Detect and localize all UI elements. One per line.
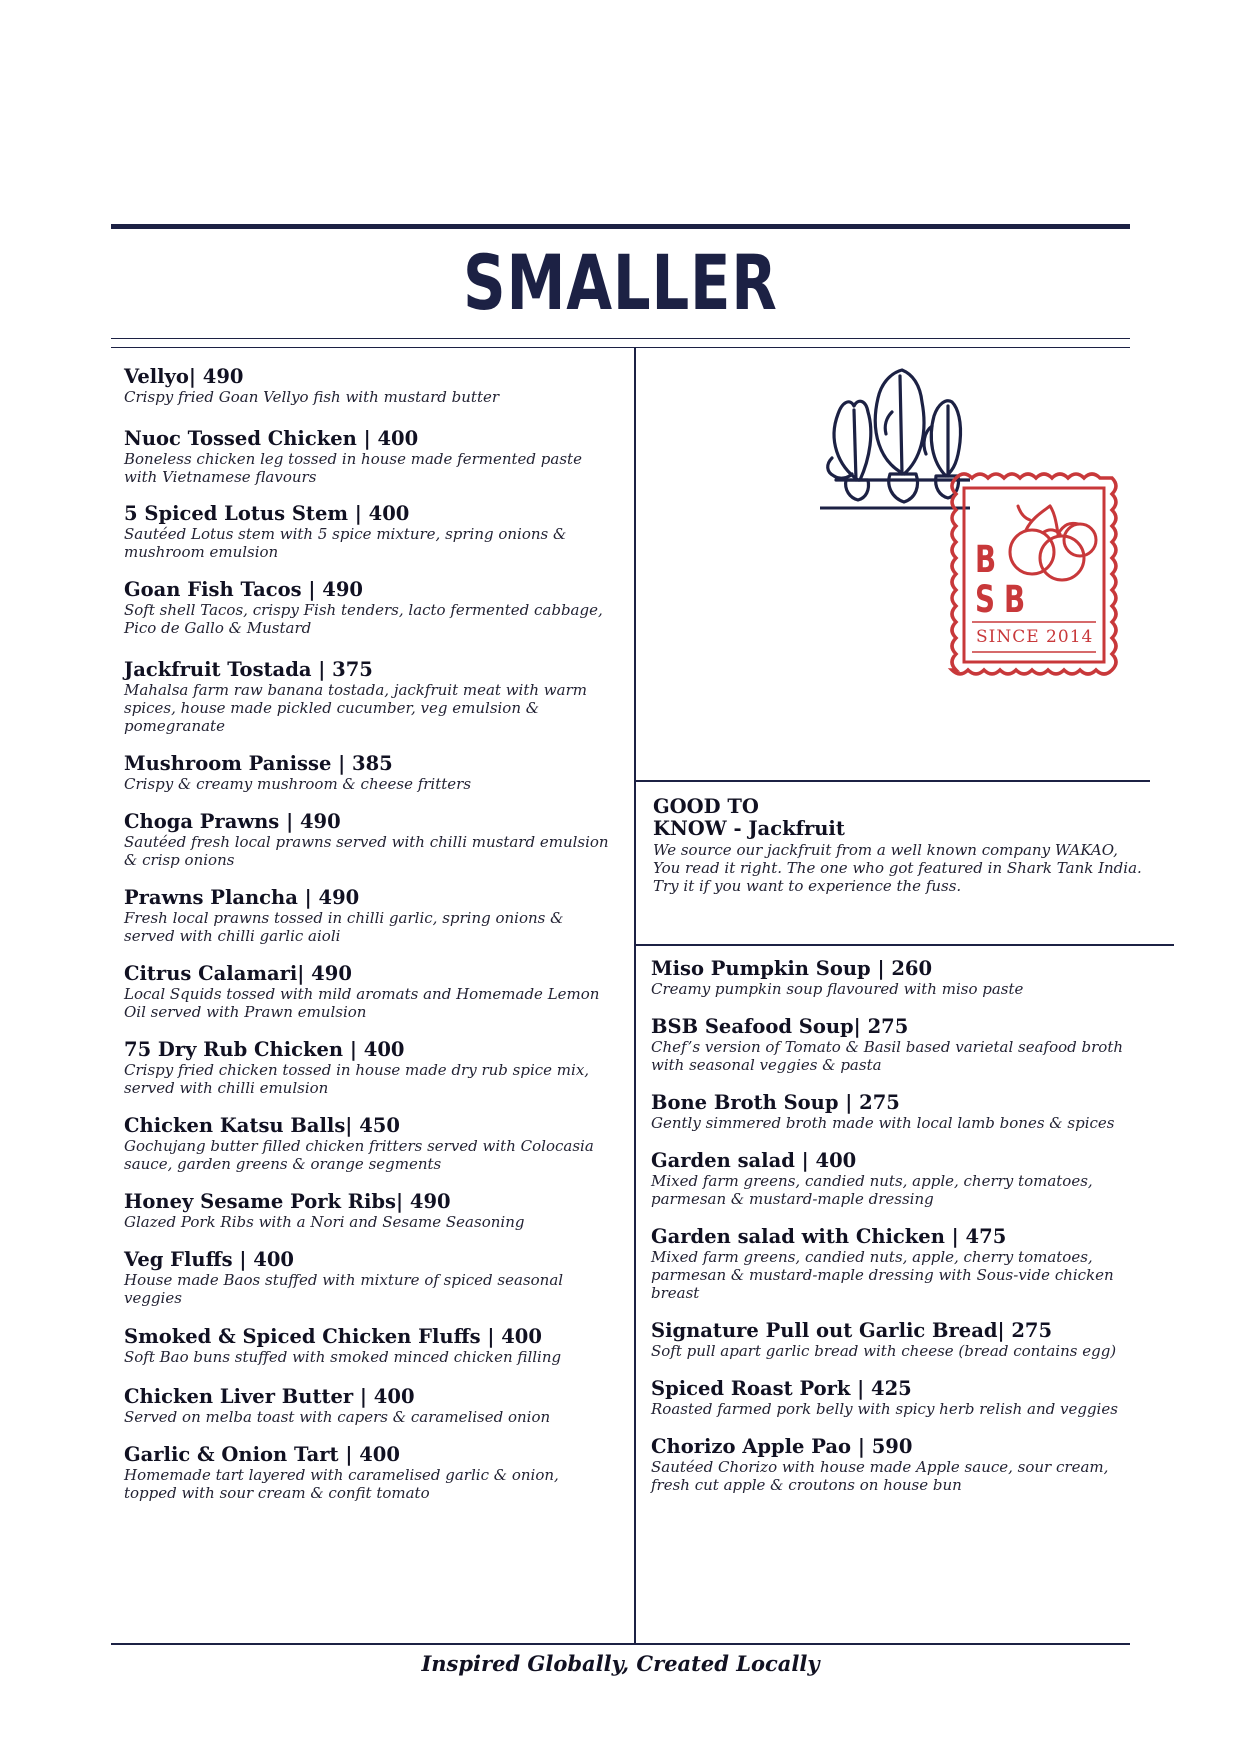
item-name: Honey Sesame Pork Ribs| 490 [124,1190,451,1213]
item-name: Prawns Plancha | 490 [124,886,360,909]
item-name: Vellyo| 490 [124,365,244,388]
item-name: Jackfruit Tostada | 375 [124,658,373,681]
item-description: Glazed Pork Ribs with a Nori and Sesame Seasoning [124,1213,525,1231]
menu-item [651,1016,1131,1074]
item-description: Served on melba toast with capers & caramelised onion [124,1408,551,1426]
stamp-letter-s: S [975,578,995,621]
menu-item [124,887,614,945]
item-description: Soft pull apart garlic bread with cheese (bread contains egg) [651,1342,1117,1360]
menu-item [651,1150,1131,1208]
menu-item [124,1115,614,1173]
item-name: Chicken Liver Butter | 400 [124,1385,415,1408]
menu-item [124,579,614,637]
note-bottom-rule [636,944,1174,946]
menu-item [124,366,614,406]
item-description: Crispy fried Goan Vellyo fish with mustard butter [124,388,500,406]
item-name: Smoked & Spiced Chicken Fluffs | 400 [124,1325,542,1348]
item-name: Bone Broth Soup | 275 [651,1091,900,1114]
menu-item [124,963,614,1021]
menu-item [124,811,614,869]
item-name: Nuoc Tossed Chicken | 400 [124,427,419,450]
item-name: Mushroom Panisse | 385 [124,752,393,775]
item-name: Garlic & Onion Tart | 400 [124,1443,400,1466]
column-divider [634,348,636,1643]
item-name: BSB Seafood Soup| 275 [651,1015,909,1038]
title-underline-top [111,338,1130,339]
item-description: Soft shell Tacos, crispy Fish tenders, lacto fermented cabbage, Pico de Gallo & Mustard [124,601,603,637]
bsb-stamp [944,470,1124,680]
item-description: Gently simmered broth made with local lamb bones & spices [651,1114,1115,1132]
note-heading-line1: GOOD TO [653,795,759,818]
item-name: Miso Pumpkin Soup | 260 [651,957,933,980]
tomato-icon [1004,498,1100,588]
menu-item [651,1226,1131,1302]
menu-item [124,1039,614,1097]
item-name: Signature Pull out Garlic Bread| 275 [651,1319,1053,1342]
footer-tagline: Inspired Globally, Created Locally [421,1651,820,1676]
item-description: Local Squids tossed with mild aromats and Homemade Lemon Oil served with Prawn emulsion [124,985,600,1021]
item-description: Sautéed fresh local prawns served with chilli mustard emulsion & crisp onions [124,833,609,869]
item-description: Chef’s version of Tomato & Basil based varietal seafood broth with seasonal veggies & pasta [651,1038,1124,1074]
item-name: Spiced Roast Pork | 425 [651,1377,912,1400]
item-name: 5 Spiced Lotus Stem | 400 [124,502,410,525]
item-name: Chorizo Apple Pao | 590 [651,1435,913,1458]
stamp-letter-b-bottom: B [1004,578,1026,621]
item-name: Garden salad | 400 [651,1149,857,1172]
menu-item [124,1386,614,1426]
note-heading [653,796,1123,840]
item-description: Crispy & creamy mushroom & cheese fritters [124,775,472,793]
note-text: We source our jackfruit from a well known company WAKAO, You read it right. The one who got featured in Shark Tank India. Try it if you want to experience the fuss. [653,841,1142,895]
item-description: Crispy fried chicken tossed in house made dry rub spice mix, served with chilli emulsion [124,1061,590,1097]
stamp-letter-b-top: B [975,538,997,581]
item-name: 75 Dry Rub Chicken | 400 [124,1038,405,1061]
item-name: Chicken Katsu Balls| 450 [124,1114,400,1137]
item-description: Sautéed Chorizo with house made Apple sauce, sour cream, fresh cut apple & croutons on house bun [651,1458,1109,1494]
menu-item [124,428,614,486]
item-description: Soft Bao buns stuffed with smoked minced chicken filling [124,1348,562,1366]
menu-item [124,1444,614,1502]
item-description: Mixed farm greens, candied nuts, apple, cherry tomatoes, parmesan & mustard-maple dressing [651,1172,1093,1208]
menu-item [124,659,614,735]
page-title: SMALLER [463,238,778,327]
menu-item [124,1326,614,1366]
menu-item [124,753,614,793]
menu-item [651,1378,1131,1418]
top-rule [111,224,1130,229]
item-description: Gochujang butter filled chicken fritters served with Colocasia sauce, garden greens & orange segments [124,1137,594,1173]
item-description: House made Baos stuffed with mixture of spiced seasonal veggies [124,1271,564,1307]
menu-item [124,503,614,561]
menu-item [651,958,1131,998]
menu-item [651,1320,1131,1360]
item-description: Mixed farm greens, candied nuts, apple, cherry tomatoes, parmesan & mustard-maple dressing with Sous-vide chicken breast [651,1248,1114,1302]
item-name: Citrus Calamari| 490 [124,962,352,985]
menu-item [651,1092,1131,1132]
item-description: Fresh local prawns tossed in chilli garlic, spring onions & served with chilli garlic aioli [124,909,564,945]
item-description: Mahalsa farm raw banana tostada, jackfruit meat with warm spices, house made pickled cucumber, veg emulsion & pomegranate [124,681,587,735]
item-name: Goan Fish Tacos | 490 [124,578,363,601]
footer-rule [111,1643,1130,1645]
item-description: Creamy pumpkin soup flavoured with miso paste [651,980,1024,998]
item-description: Sautéed Lotus stem with 5 spice mixture, spring onions & mushroom emulsion [124,525,567,561]
menu-item [124,1249,614,1307]
title-underline-bottom [111,347,1130,348]
item-description: Homemade tart layered with caramelised garlic & onion, topped with sour cream & confit tomato [124,1466,559,1502]
item-name: Choga Prawns | 490 [124,810,341,833]
menu-item [651,1436,1131,1494]
menu-item [124,1191,614,1231]
note-heading-line2: KNOW - Jackfruit [653,817,845,840]
note-top-rule [636,780,1150,782]
item-name: Garden salad with Chicken | 475 [651,1225,1007,1248]
item-name: Veg Fluffs | 400 [124,1248,294,1271]
item-description: Roasted farmed pork belly with spicy herb relish and veggies [651,1400,1118,1418]
stamp-since-text: SINCE 2014 [976,627,1094,647]
item-description: Boneless chicken leg tossed in house made fermented paste with Vietnamese flavours [124,450,582,486]
